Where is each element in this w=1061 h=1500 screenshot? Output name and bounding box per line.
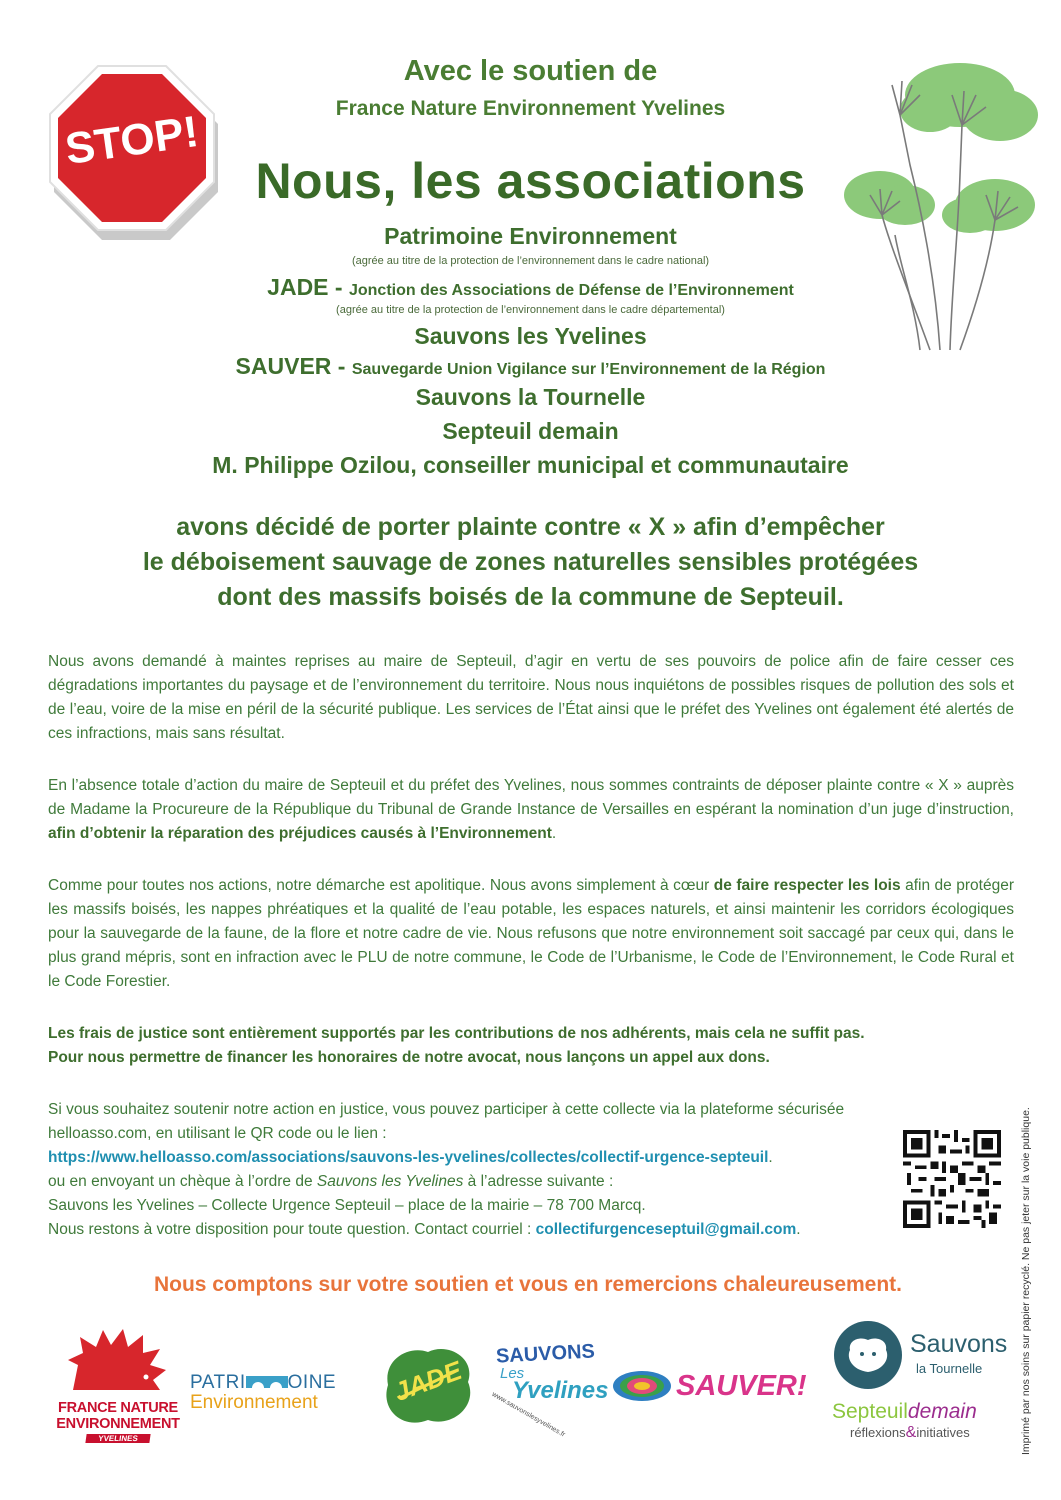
org-jade-name: JADE - bbox=[267, 274, 349, 300]
jade-logo bbox=[378, 1340, 478, 1430]
sauver-logo bbox=[612, 1366, 827, 1406]
p5-line: Sauvons les Yvelines – Collecte Urgence Septeuil – place de la mairie – 78 700 Marcq. bbox=[48, 1197, 646, 1214]
p5-text: ou en envoyant un chèque à l’ordre de bbox=[48, 1173, 317, 1190]
fne-line3: YVELINES bbox=[85, 1434, 150, 1443]
sheep-icon bbox=[832, 1320, 904, 1390]
p2-end: . bbox=[551, 825, 557, 842]
helloasso-link[interactable]: https://www.helloasso.com/associations/sauvons-les-yvelines/collectes/collectif-urgence-septeuil bbox=[48, 1149, 769, 1166]
qr-code[interactable] bbox=[903, 1130, 1001, 1228]
p4-line: Pour nous permettre de financer les honoraires de notre avocat, nous lançons un appel aux dons. bbox=[48, 1049, 770, 1066]
paragraph-2 bbox=[48, 774, 1014, 846]
declaration bbox=[0, 510, 1061, 615]
septeuil-c: réflexions bbox=[850, 1425, 906, 1440]
page-title: Nous, les associations bbox=[255, 153, 806, 209]
septeuil-b: demain bbox=[907, 1400, 977, 1423]
p2-text: En l’absence totale d’action du maire de Septeuil et du préfet des Yvelines, nous sommes contraints de déposer plainte contre « X » auprès de Madame la Procureure de la République du Tribunal de Grande Instance de Versailles en espérant la nomination d’un juge d’instruction, bbox=[48, 777, 1014, 818]
org-jade-note: (agrée au titre de la protection de l’environnement dans le cadre départemental) bbox=[336, 304, 725, 316]
org-patrimoine: Patrimoine Environnement bbox=[384, 223, 677, 249]
thanks-line: Nous comptons sur votre soutien et vous en remercions chaleureusement. bbox=[153, 1273, 903, 1296]
org-sauver-detail: Sauvegarde Union Vigilance sur l’Environnement de la Région bbox=[351, 361, 826, 378]
jade-text: JADE bbox=[390, 1355, 466, 1407]
support-org: France Nature Environnement Yvelines bbox=[335, 97, 726, 120]
septeuil-d: & bbox=[905, 1424, 917, 1441]
org-sauver bbox=[0, 353, 1061, 380]
declaration-line: le déboisement sauvage de zones naturelles sensibles protégées bbox=[142, 548, 919, 576]
eye-swirl-icon bbox=[612, 1370, 672, 1402]
org-septeuil-demain: Septeuil demain bbox=[442, 418, 619, 444]
sly-c: Yvelines bbox=[512, 1377, 609, 1404]
org-jade bbox=[0, 274, 1061, 301]
septeuil-demain-logo bbox=[832, 1400, 1012, 1450]
org-sauver-name: SAUVER - bbox=[235, 353, 352, 379]
declaration-line: avons décidé de porter plainte contre « X » afin d’empêcher bbox=[176, 513, 885, 541]
hedgehog-icon bbox=[48, 1325, 188, 1395]
p3-bold: de faire respecter les lois bbox=[713, 877, 901, 894]
support-line: Avec le soutien de bbox=[403, 55, 658, 87]
p5-line: helloasso.com, en utilisant le QR code ou le lien : bbox=[48, 1125, 387, 1142]
p5-text: à l’adresse suivante : bbox=[463, 1173, 614, 1190]
fne-line2: ENVIRONNEMENT bbox=[56, 1416, 180, 1432]
patri-c: Environnement bbox=[190, 1392, 318, 1413]
tournelle-a: Sauvons bbox=[910, 1330, 1008, 1358]
org-patrimoine-note: (agrée au titre de la protection de l’environnement dans le cadre national) bbox=[351, 255, 710, 267]
patri-a: PATRI bbox=[190, 1372, 246, 1393]
paragraph-4 bbox=[48, 1022, 1014, 1070]
sly-b: Les bbox=[500, 1365, 525, 1382]
recycled-paper-note: Imprimé par nos soins sur papier recyclé. Ne pas jeter sur la voie publique. bbox=[1020, 1107, 1032, 1455]
sly-url: www.sauvonslesyvelines.fr bbox=[490, 1391, 567, 1439]
p2-bold: afin d’obtenir la réparation des préjudices causés à l’Environnement bbox=[48, 825, 552, 842]
tournelle-logo bbox=[832, 1320, 1012, 1390]
tournelle-b: la Tournelle bbox=[916, 1361, 983, 1376]
sly-a: SAUVONS bbox=[495, 1340, 596, 1368]
bridge-icon bbox=[246, 1372, 288, 1388]
contact-email-link[interactable]: collectifurgenceseptuil@gmail.com bbox=[535, 1221, 797, 1238]
org-ozilou: M. Philippe Ozilou, conseiller municipal et communautaire bbox=[212, 452, 849, 478]
septeuil-e: initiatives bbox=[916, 1425, 970, 1440]
declaration-line: dont des massifs boisés de la commune de Septeuil. bbox=[217, 583, 844, 611]
p3-rest: afin de protéger les massifs boisés, les nappes phréatiques et la qualité de l’eau potable, les espaces naturels, et ainsi maintenir les corridors écologiques pour la sauvegarde de la faune, de la flore et notre cadre de vie. Nous refusons que notre environnement soit saccagé par ceux qui, dans le plus grand mépris, sont en infraction avec le PLU de notre commune, le Code de l’Urbanisme, le Code de l’Environnement, le Code Rural et le Code Forestier. bbox=[48, 877, 1014, 990]
patri-b: OINE bbox=[287, 1372, 337, 1393]
sauvons-yvelines-logo bbox=[490, 1335, 609, 1440]
stop-sign-text: STOP! bbox=[62, 106, 202, 175]
p5-text: Nous restons à votre disposition pour toute question. Contact courriel : bbox=[48, 1221, 536, 1238]
fne-logo bbox=[48, 1325, 188, 1450]
org-jade-detail: Jonction des Associations de Défense de l’Environnement bbox=[348, 282, 794, 299]
org-sauvons-yvelines: Sauvons les Yvelines bbox=[414, 323, 647, 349]
p5-line: Si vous souhaitez soutenir notre action en justice, vous pouvez participer à cette collecte via la plateforme sécurisée bbox=[48, 1101, 845, 1118]
p5-italic: Sauvons les Yvelines bbox=[316, 1173, 464, 1190]
p3-text: Comme pour toutes nos actions, notre démarche est apolitique. Nous avons simplement à cœur bbox=[48, 877, 714, 894]
septeuil-a: Septeuil bbox=[832, 1400, 908, 1423]
org-sauvons-tournelle: Sauvons la Tournelle bbox=[415, 384, 646, 410]
paragraph-5: Si vous souhaitez soutenir notre action en justice, vous pouvez participer à cette collecte via la plateforme sécurisée helloasso.com, en utilisant le QR code ou le lien : https://www.helloasso.com/associations/sauvons-les-yvelines/collectes/collectif-urgence-septeuil. ou en envoyant un chèque à l’ordre de Sauvons les Yvelines à l’adresse suivante : Sauvons les Yvelines – Collecte Urgence Septeuil – place de la mairie – 78 700 Marcq. Nous restons à votre disposition pour toute question. Contact courriel : collectifurgenceseptuil@gmail.com. bbox=[48, 1098, 1014, 1242]
fne-line1: FRANCE NATURE bbox=[58, 1400, 178, 1416]
paragraph-3 bbox=[48, 874, 1014, 994]
p4-line: Les frais de justice sont entièrement supportés par les contributions de nos adhérents, mais cela ne suffit pas. bbox=[48, 1025, 865, 1042]
patrimoine-logo bbox=[190, 1372, 365, 1412]
sauver-text: SAUVER! bbox=[676, 1369, 807, 1402]
paragraph-1: Nous avons demandé à maintes reprises au maire de Septeuil, d’agir en vertu de ses pouvoirs de police afin de faire cesser ces dégradations importantes du paysage et de l’environnement du territoire. Nous nous inquiétons de possibles risques de pollution des sols et de l’eau, voire de la mise en péril de la sécurité publique. Les services de l’État ainsi que le préfet des Yvelines ont également été alertés de ces infractions, mais sans résultat. bbox=[48, 653, 1014, 742]
